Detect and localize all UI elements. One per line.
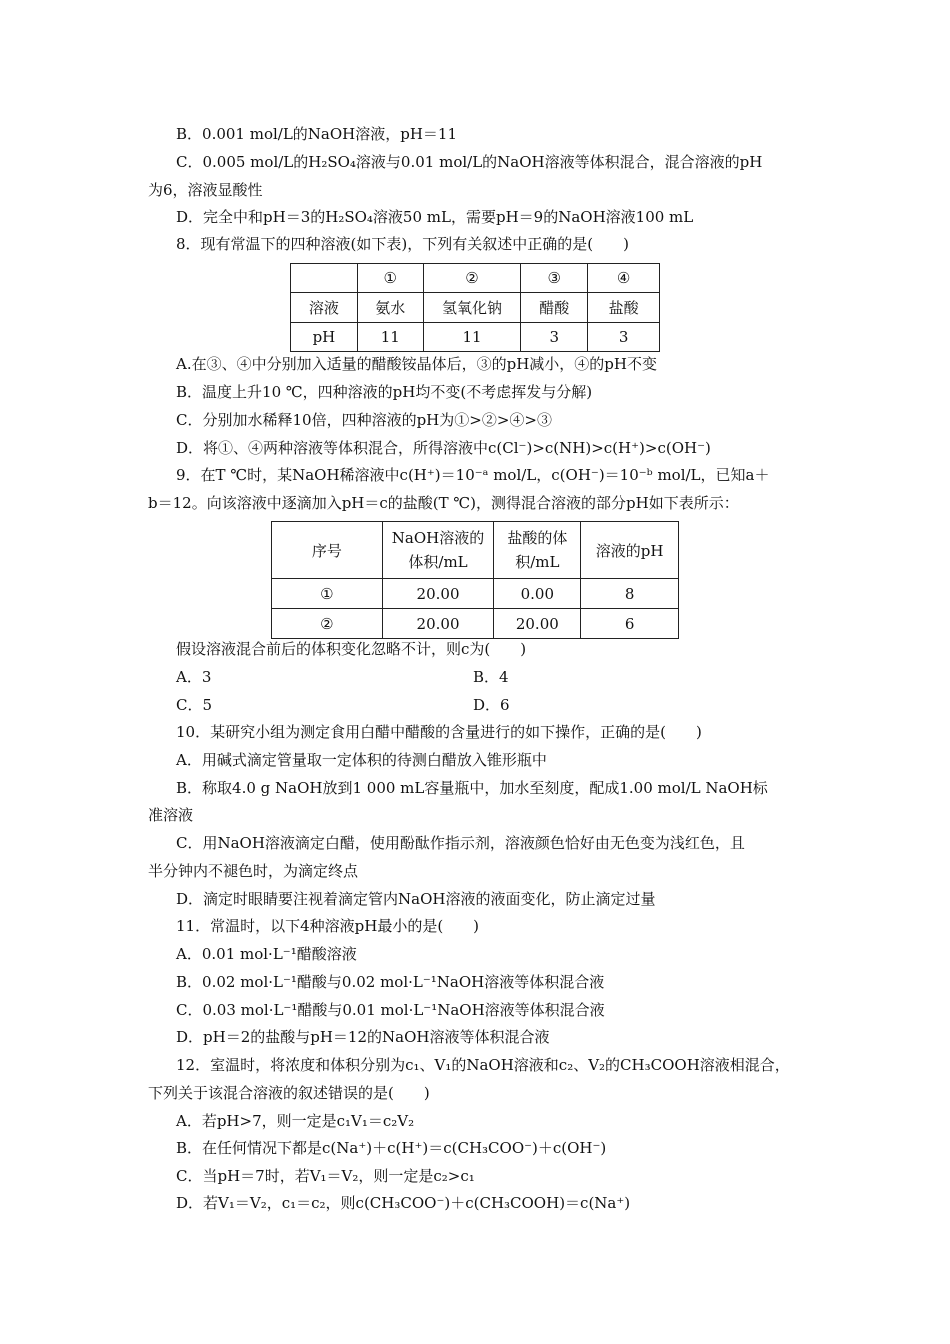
q8-option-a: A.在③、④中分别加入适量的醋酸铵晶体后，③的pH减小，④的pH不变 <box>176 355 657 373</box>
q8-table <box>290 263 660 352</box>
q8-table-header-row <box>291 264 660 293</box>
q9-header-naoh-line1: NaOH溶液的 <box>391 529 485 547</box>
q9-header-naoh <box>382 522 494 579</box>
q11-option-d: D．pH＝2的盐酸与pH＝12的NaOH溶液等体积混合液 <box>176 1028 550 1046</box>
q9-table-row <box>272 579 679 609</box>
q9-table-cell: ② <box>272 609 383 639</box>
q8-table-cell <box>291 264 358 293</box>
q9-option-c: C．5 <box>176 696 213 714</box>
q12-option-a: A．若pH>7，则一定是c₁V₁＝c₂V₂ <box>176 1112 415 1130</box>
q8-table-cell: ③ <box>521 264 588 293</box>
q8-table-cell: ② <box>423 264 521 293</box>
q12-stem-line1: 12．室温时，将浓度和体积分别为c₁、V₁的NaOH溶液和c₂、V₂的CH₃COOH溶液相混合， <box>176 1056 790 1074</box>
q10-stem: 10．某研究小组为测定食用白醋中醋酸的含量进行的如下操作，正确的是( ) <box>176 723 702 741</box>
q9-note: 假设溶液混合前后的体积变化忽略不计，则c为( ) <box>176 640 527 658</box>
q10-option-c-line2: 半分钟内不褪色时，为滴定终点 <box>148 862 359 880</box>
q11-option-c: C．0.03 mol·L⁻¹醋酸与0.01 mol·L⁻¹NaOH溶液等体积混合液 <box>176 1001 605 1019</box>
q8-table-row <box>291 293 660 323</box>
q7-option-c-line2: 为6，溶液显酸性 <box>148 181 263 199</box>
q9-option-b: B．4 <box>473 668 509 686</box>
q12-option-b: B．在任何情况下都是c(Na⁺)＋c(H⁺)＝c(CH₃COO⁻)＋c(OH⁻) <box>176 1139 607 1157</box>
q9-header-seq: 序号 <box>272 522 383 579</box>
q9-option-d: D．6 <box>473 696 510 714</box>
q8-table-cell: 溶液 <box>291 293 358 323</box>
q11-stem: 11．常温时，以下4种溶液pH最小的是( ) <box>176 917 480 935</box>
q11-option-a: A．0.01 mol·L⁻¹醋酸溶液 <box>176 945 357 963</box>
q9-table-cell: 20.00 <box>382 579 494 609</box>
q8-stem: 8．现有常温下的四种溶液(如下表)，下列有关叙述中正确的是( ) <box>176 235 629 253</box>
q11-option-b: B．0.02 mol·L⁻¹醋酸与0.02 mol·L⁻¹NaOH溶液等体积混合液 <box>176 973 605 991</box>
q12-option-c: C．当pH＝7时，若V₁＝V₂，则一定是c₂>c₁ <box>176 1167 475 1185</box>
q8-table-cell: ① <box>357 264 423 293</box>
q8-table-cell: ④ <box>588 264 660 293</box>
q8-option-b: B．温度上升10 ℃，四种溶液的pH均不变(不考虑挥发与分解) <box>176 383 593 401</box>
q9-header-ph: 溶液的pH <box>581 522 679 579</box>
q8-table-cell: pH <box>291 323 358 352</box>
q7-option-d: D．完全中和pH＝3的H₂SO₄溶液50 mL，需要pH＝9的NaOH溶液100 mL <box>176 208 694 226</box>
q10-option-b-line2: 准溶液 <box>148 806 194 824</box>
q8-table-cell: 11 <box>423 323 521 352</box>
q8-table-row <box>291 323 660 352</box>
q10-option-d: D．滴定时眼睛要注视着滴定管内NaOH溶液的液面变化，防止滴定过量 <box>176 890 656 908</box>
q9-header-naoh-line2: 体积/mL <box>408 553 468 571</box>
q8-table-cell: 11 <box>357 323 423 352</box>
q9-table-cell: 20.00 <box>494 609 581 639</box>
q10-option-a: A．用碱式滴定管量取一定体积的待测白醋放入锥形瓶中 <box>176 751 547 769</box>
q9-header-hcl-line2: 积/mL <box>515 553 560 571</box>
q12-stem-line2: 下列关于该混合溶液的叙述错误的是( ) <box>148 1084 430 1102</box>
q8-table-cell: 3 <box>521 323 588 352</box>
q9-table-cell: 8 <box>581 579 679 609</box>
q10-option-c-line1: C．用NaOH溶液滴定白醋，使用酚酞作指示剂，溶液颜色恰好由无色变为浅红色，且 <box>176 834 745 852</box>
q9-table-cell: 20.00 <box>382 609 494 639</box>
q8-table-cell: 盐酸 <box>588 293 660 323</box>
q9-header-hcl <box>494 522 581 579</box>
q9-table-cell: ① <box>272 579 383 609</box>
q12-option-d: D．若V₁＝V₂，c₁＝c₂，则c(CH₃COO⁻)＋c(CH₃COOH)＝c(Na⁺) <box>176 1194 631 1212</box>
q8-option-d: D．将①、④两种溶液等体积混合，所得溶液中c(Cl⁻)>c(NH)>c(H⁺)>c(OH⁻) <box>176 439 711 457</box>
q8-table-cell: 氢氧化钠 <box>423 293 521 323</box>
q9-option-a: A．3 <box>176 668 212 686</box>
q9-stem-line1: 9．在T ℃时，某NaOH稀溶液中c(H⁺)＝10⁻ᵃ mol/L，c(OH⁻)＝10⁻ᵇ mol/L，已知a＋ <box>176 466 770 484</box>
q10-option-b-line1: B．称取4.0 g NaOH放到1 000 mL容量瓶中，加水至刻度，配成1.00 mol/L NaOH标 <box>176 779 768 797</box>
q8-table-cell: 醋酸 <box>521 293 588 323</box>
q9-header-hcl-line1: 盐酸的体 <box>507 529 568 547</box>
q8-option-c: C．分别加水稀释10倍，四种溶液的pH为①>②>④>③ <box>176 411 552 429</box>
q9-table-header-row <box>272 522 679 579</box>
q8-table-cell: 3 <box>588 323 660 352</box>
q7-option-b: B．0.001 mol/L的NaOH溶液，pH＝11 <box>176 125 458 143</box>
q9-table-cell: 0.00 <box>494 579 581 609</box>
q9-table-cell: 6 <box>581 609 679 639</box>
q7-option-c-line1: C．0.005 mol/L的H₂SO₄溶液与0.01 mol/L的NaOH溶液等体积混合，混合溶液的pH <box>176 153 763 171</box>
q9-table <box>271 521 679 639</box>
q9-table-row <box>272 609 679 639</box>
q8-table-cell: 氨水 <box>357 293 423 323</box>
q9-stem-line2: b＝12。向该溶液中逐滴加入pH＝c的盐酸(T ℃)，测得混合溶液的部分pH如下表所示： <box>148 494 739 512</box>
